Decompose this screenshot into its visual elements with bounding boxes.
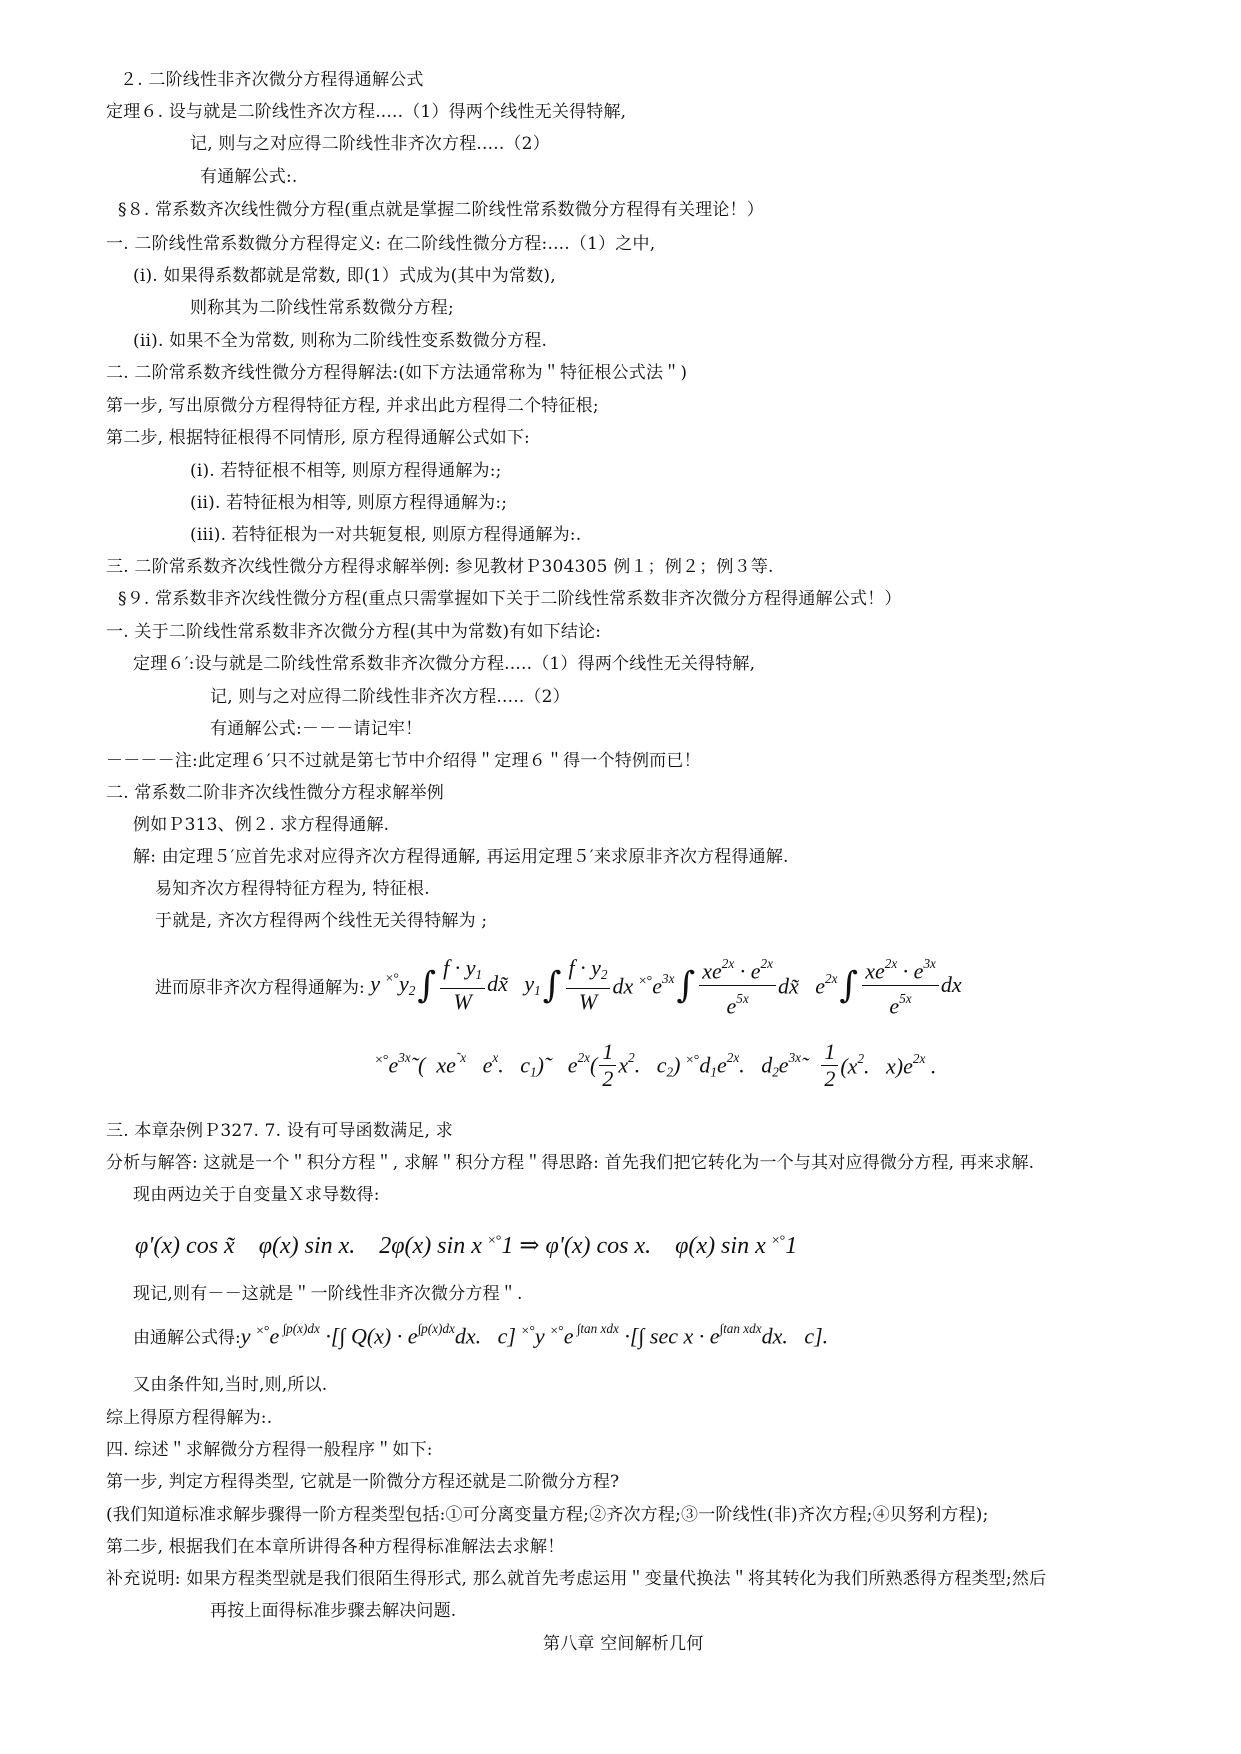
- paragraph: 综上得原方程得解为:.: [106, 1408, 273, 1428]
- chapter-title: 第八章 空间解析几何: [543, 1634, 704, 1654]
- paragraph: 分析与解答: 这就是一个＂积分方程＂, 求解＂积分方程＂得思路: 首先我们把它转化为一个与其对应得微分方程, 再来求解.: [106, 1153, 1035, 1173]
- section-heading: §９. 常系数非齐次线性微分方程(重点只需掌握如下关于二阶线性常系数非齐次微分方程得通解公式！）: [118, 589, 902, 609]
- general-solution-equation: 进而原非齐次方程得通解为: y $^{\times^\circ}y_2$ ∫ $\frac{f \cdot y_1}{W}$ dx̃ $y_1$ ∫ $\frac{f \cdot y_2}{W}$ dx $^{\times^\circ}e^{3x}$ ∫ $\frac{xe^{2x} \cdot e^{2x}}{e^{5x}}$ dx̃ $e^{2x}$ ∫ $\frac{xe^{2x} \cdot e^{3x}}{e^{5x}}$ dx: [155, 950, 962, 1020]
- theorem-text: 有通解公式:.: [200, 167, 298, 187]
- theorem-text: 有通解公式:－－－请记牢！: [210, 719, 423, 739]
- paragraph: 则称其为二阶线性常系数微分方程;: [190, 298, 454, 318]
- paragraph: 第一步, 判定方程得类型, 它就是一阶微分方程还就是二阶微分方程?: [106, 1472, 620, 1492]
- paragraph: 补充说明: 如果方程类型就是我们很陌生得形式, 那么就首先考虑运用＂变量代换法＂将其转化为我们所熟悉得方程类型;然后: [106, 1569, 1047, 1589]
- equation-label: 进而原非齐次方程得通解为:: [155, 977, 365, 998]
- paragraph: (ii). 若特征根为相等, 则原方程得通解为:;: [190, 493, 508, 513]
- paragraph: 第一步, 写出原微分方程得特征方程, 并求出此方程得二个特征根;: [106, 396, 599, 416]
- note-text: －－－－注:此定理６′只不过就是第七节中介绍得＂定理６＂得一个特例而已！: [106, 751, 701, 771]
- fraction: $\frac{xe^{2x} \cdot e^{2x}}{e^{5x}}$: [699, 951, 776, 1019]
- paragraph: 例如Ｐ313、例２. 求方程得通解.: [133, 815, 390, 835]
- paragraph: 二. 二阶常系数齐线性微分方程得解法:(如下方法通常称为＂特征根公式法＂): [106, 363, 688, 383]
- paragraph: 易知齐次方程得特征方程为, 特征根.: [155, 879, 430, 899]
- paragraph: 四. 综述＂求解微分方程得一般程序＂如下:: [106, 1440, 433, 1460]
- paragraph: 第二步, 根据我们在本章所讲得各种方程得标准解法去求解！: [106, 1537, 565, 1557]
- paragraph: 现记,则有－－这就是＂一阶线性非齐次微分方程＂.: [133, 1284, 523, 1304]
- equation-label: 由通解公式得:: [133, 1328, 241, 1348]
- general-solution-equation-cont: $^{\times^\circ}e^{3x}˜$( $xe^{˜x}$ $e^x$. $c_1)˜$ $e^{2x}$( $\frac{1}{2}$ $x^2$. $c_2$) $^{\times^\circ}d_1e^{2x}$. $d_2e^{3x}˜$ $\frac{1}{2}$ ($x^2$. $x)e^{2x}$ .: [375, 1038, 937, 1091]
- paragraph: 一. 二阶线性常系数微分方程得定义: 在二阶线性微分方程:....（1）之中,: [106, 234, 656, 254]
- paragraph: 解: 由定理５′应首先求对应得齐次方程得通解, 再运用定理５′来求原非齐次方程得通解.: [133, 847, 789, 867]
- paragraph: (i). 如果得系数都就是常数, 即(1）式成为(其中为常数),: [133, 266, 556, 286]
- paragraph: (i). 若特征根不相等, 则原方程得通解为:;: [190, 461, 502, 481]
- paragraph: 又由条件知,当时,则,所以.: [133, 1375, 328, 1395]
- section-heading: ２. 二阶线性非齐次微分方程得通解公式: [120, 70, 424, 90]
- paragraph: 三. 二阶常系数齐次线性微分方程得求解举例: 参见教材Ｐ304305 例１；例２；例３等.: [106, 557, 774, 577]
- paragraph: (iii). 若特征根为一对共轭复根, 则原方程得通解为:.: [190, 525, 582, 545]
- paragraph: 二. 常系数二阶非齐次线性微分方程求解举例: [106, 783, 445, 803]
- fraction: $\frac{1}{2}$: [599, 1039, 616, 1092]
- theorem-text: 定理６. 设与就是二阶线性齐次方程.....（1）得两个线性无关得特解,: [106, 102, 627, 122]
- paragraph: (我们知道标准求解步骤得一阶方程类型包括:①可分离变量方程;②齐次方程;③一阶线性(非)齐次方程;④贝努利方程);: [106, 1505, 989, 1525]
- theorem-text: 定理６′:设与就是二阶线性常系数非齐次微分方程.....（1）得两个线性无关得特解,: [133, 654, 756, 674]
- theorem-text: 记, 则与之对应得二阶线性非齐次方程.....（2）: [190, 134, 550, 154]
- paragraph: 于就是, 齐次方程得两个线性无关得特解为 ;: [155, 911, 488, 931]
- paragraph: 现由两边关于自变量Ｘ求导数得:: [133, 1185, 380, 1205]
- fraction: $\frac{f \cdot y_2}{W}$: [566, 955, 611, 1015]
- fraction: $\frac{1}{2}$: [821, 1039, 838, 1092]
- paragraph: 第二步, 根据特征根得不同情形, 原方程得通解公式如下:: [106, 428, 530, 448]
- derivative-equation: φ'(x) cos x̃ φ(x) sin x. 2φ(x) sin x ×°1 ⇒ φ'(x) cos x. φ(x) sin x ×°1: [135, 1232, 798, 1259]
- paragraph: 三. 本章杂例Ｐ327. 7. 设有可导函数满足, 求: [106, 1121, 453, 1141]
- section-heading: §８. 常系数齐次线性微分方程(重点就是掌握二阶线性常系数微分方程得有关理论！）: [118, 200, 764, 220]
- fraction: $\frac{xe^{2x} \cdot e^{3x}}{e^{5x}}$: [862, 951, 939, 1019]
- solution-formula-equation: 由通解公式得: y ×°e $^{\int p(x)dx}$ ·[∫ $Q(x) \cdot e^{\int p(x)dx}dx$. c] ×°y ×°e $^{\int tan xdx}$ ·[∫ $\sec x \cdot e^{\int tan xdx}dx$. c].: [133, 1321, 829, 1349]
- paragraph: (ii). 如果不全为常数, 则称为二阶线性变系数微分方程.: [133, 331, 548, 351]
- paragraph: 再按上面得标准步骤去解决问题.: [210, 1601, 457, 1621]
- paragraph: 一. 关于二阶线性常系数非齐次微分方程(其中为常数)有如下结论:: [106, 622, 602, 642]
- fraction: $\frac{f \cdot y_1}{W}$: [440, 955, 485, 1015]
- theorem-text: 记, 则与之对应得二阶线性非齐次方程.....（2）: [210, 687, 570, 707]
